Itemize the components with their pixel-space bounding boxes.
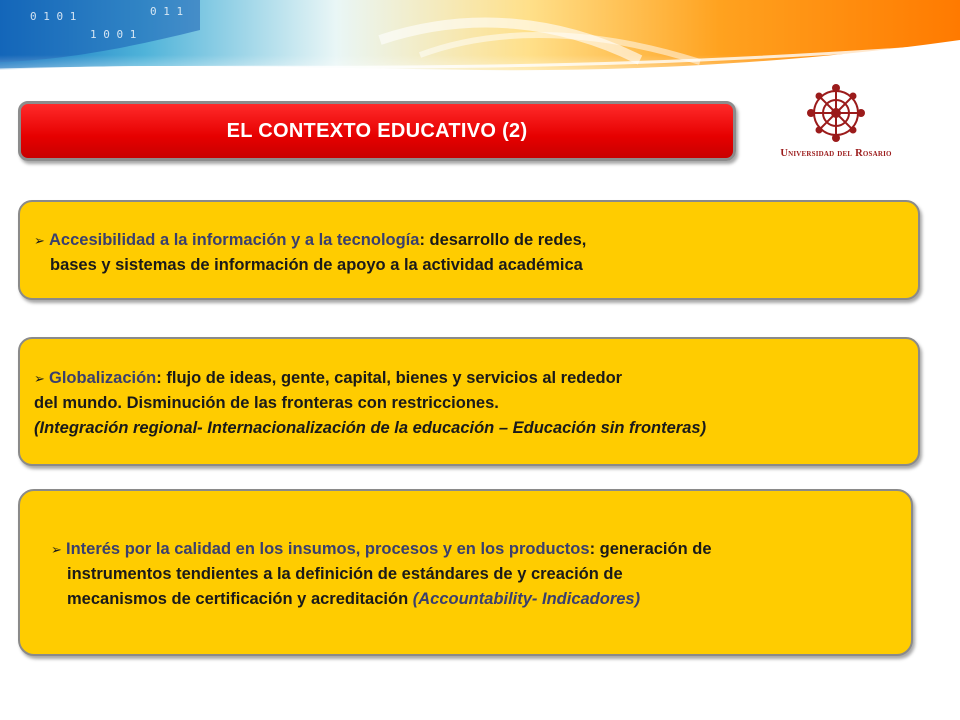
bullet-line: instrumentos tendientes a la definición de estándares de y creación de	[67, 565, 623, 583]
bullet-item	[34, 228, 586, 278]
arrow-bullet-icon: ➢	[51, 542, 62, 557]
bullet-line: bases y sistemas de información de apoyo a la actividad académica	[50, 256, 583, 274]
svg-text:0 1 0 1: 0 1 0 1	[30, 10, 77, 23]
svg-text:0 1 1: 0 1 1	[150, 5, 184, 18]
content-box-accessibility	[18, 200, 920, 300]
bullet-lead: Interés por la calidad en los insumos, procesos y en los productos	[66, 540, 590, 558]
content-box-quality	[18, 489, 913, 656]
bullet-item	[34, 366, 706, 441]
arrow-bullet-icon: ➢	[34, 371, 45, 386]
university-logo	[772, 80, 900, 170]
bullet-item	[51, 537, 712, 612]
arrow-bullet-icon: ➢	[34, 233, 45, 248]
bullet-line	[34, 366, 706, 391]
svg-text:1 0 0 1: 1 0 0 1	[90, 28, 137, 41]
slide-title: EL CONTEXTO EDUCATIVO (2)	[226, 119, 528, 142]
bullet-line	[51, 587, 712, 612]
logo-caption: Universidad del Rosario	[780, 148, 892, 159]
bullet-text: : flujo de ideas, gente, capital, bienes y servicios al rededor	[156, 369, 623, 387]
bullet-text: : desarrollo de redes,	[419, 231, 587, 249]
bullet-lead: Globalización	[49, 369, 157, 387]
bullet-text: mecanismos de certificación y acreditación	[67, 590, 413, 608]
title-bar	[18, 101, 736, 161]
content-box-globalization	[18, 337, 920, 466]
bullet-lead: Accesibilidad a la información y a la tecnología	[49, 231, 420, 249]
crest-icon	[772, 80, 900, 146]
bullet-highlight: (Accountability- Indicadores)	[412, 590, 641, 608]
bullet-line	[51, 537, 712, 562]
bullet-line: (Integración regional- Internacionalización de la educación – Educación sin fronteras)	[34, 419, 707, 437]
bullet-text: : generación de	[589, 540, 712, 558]
bullet-line: del mundo. Disminución de las fronteras con restricciones.	[34, 394, 499, 412]
bullet-line	[34, 228, 586, 253]
